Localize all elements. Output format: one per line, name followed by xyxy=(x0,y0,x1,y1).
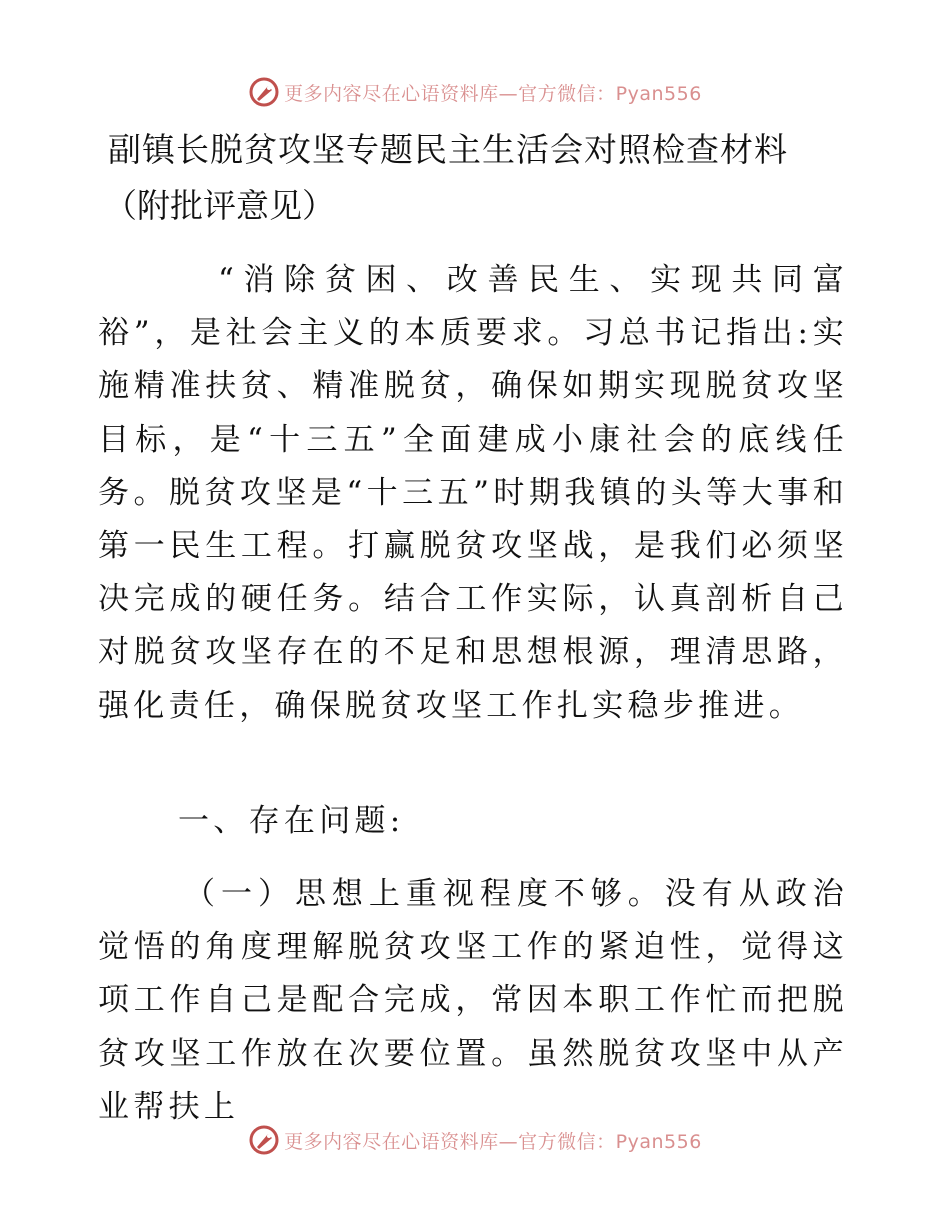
watermark-text: 更多内容尽在心语资料库—官方微信：Pyan556 xyxy=(284,82,702,105)
watermark-text: 更多内容尽在心语资料库—官方微信：Pyan556 xyxy=(284,1130,702,1153)
pen-nib-logo-icon xyxy=(248,76,280,108)
header-watermark xyxy=(0,72,950,112)
section-heading: 一、存在问题: xyxy=(178,803,405,839)
document-subtitle: （附批评意见） xyxy=(104,186,335,225)
document-title: 副镇长脱贫攻坚专题民主生活会对照检查材料 xyxy=(108,130,788,169)
intro-paragraph: “消除贫困、改善民生、实现共同富裕”，是社会主义的本质要求。习总书记指出:实施精准扶贫、精准脱贫，确保如期实现脱贫攻坚目标，是“十三五”全面建成小康社会的底线任务。脱贫攻坚是“十三五”时期我镇的头等大事和第一民生工程。打赢脱贫攻坚战，是我们必须坚决完成的硬任务。结合工作实际，认真剖析自己对脱贫攻坚存在的不足和思想根源，理清思路，强化责任，确保脱贫攻坚工作扎实稳步推进。 xyxy=(98,262,848,724)
footer-watermark xyxy=(0,1120,950,1160)
pen-nib-logo-icon xyxy=(248,1124,280,1156)
problem-paragraph: （一）思想上重视程度不够。没有从政治觉悟的角度理解脱贫攻坚工作的紧迫性，觉得这项工作自己是配合完成，常因本职工作忙而把脱贫攻坚工作放在次要位置。虽然脱贫攻坚中从产业帮扶上 xyxy=(98,876,848,1125)
